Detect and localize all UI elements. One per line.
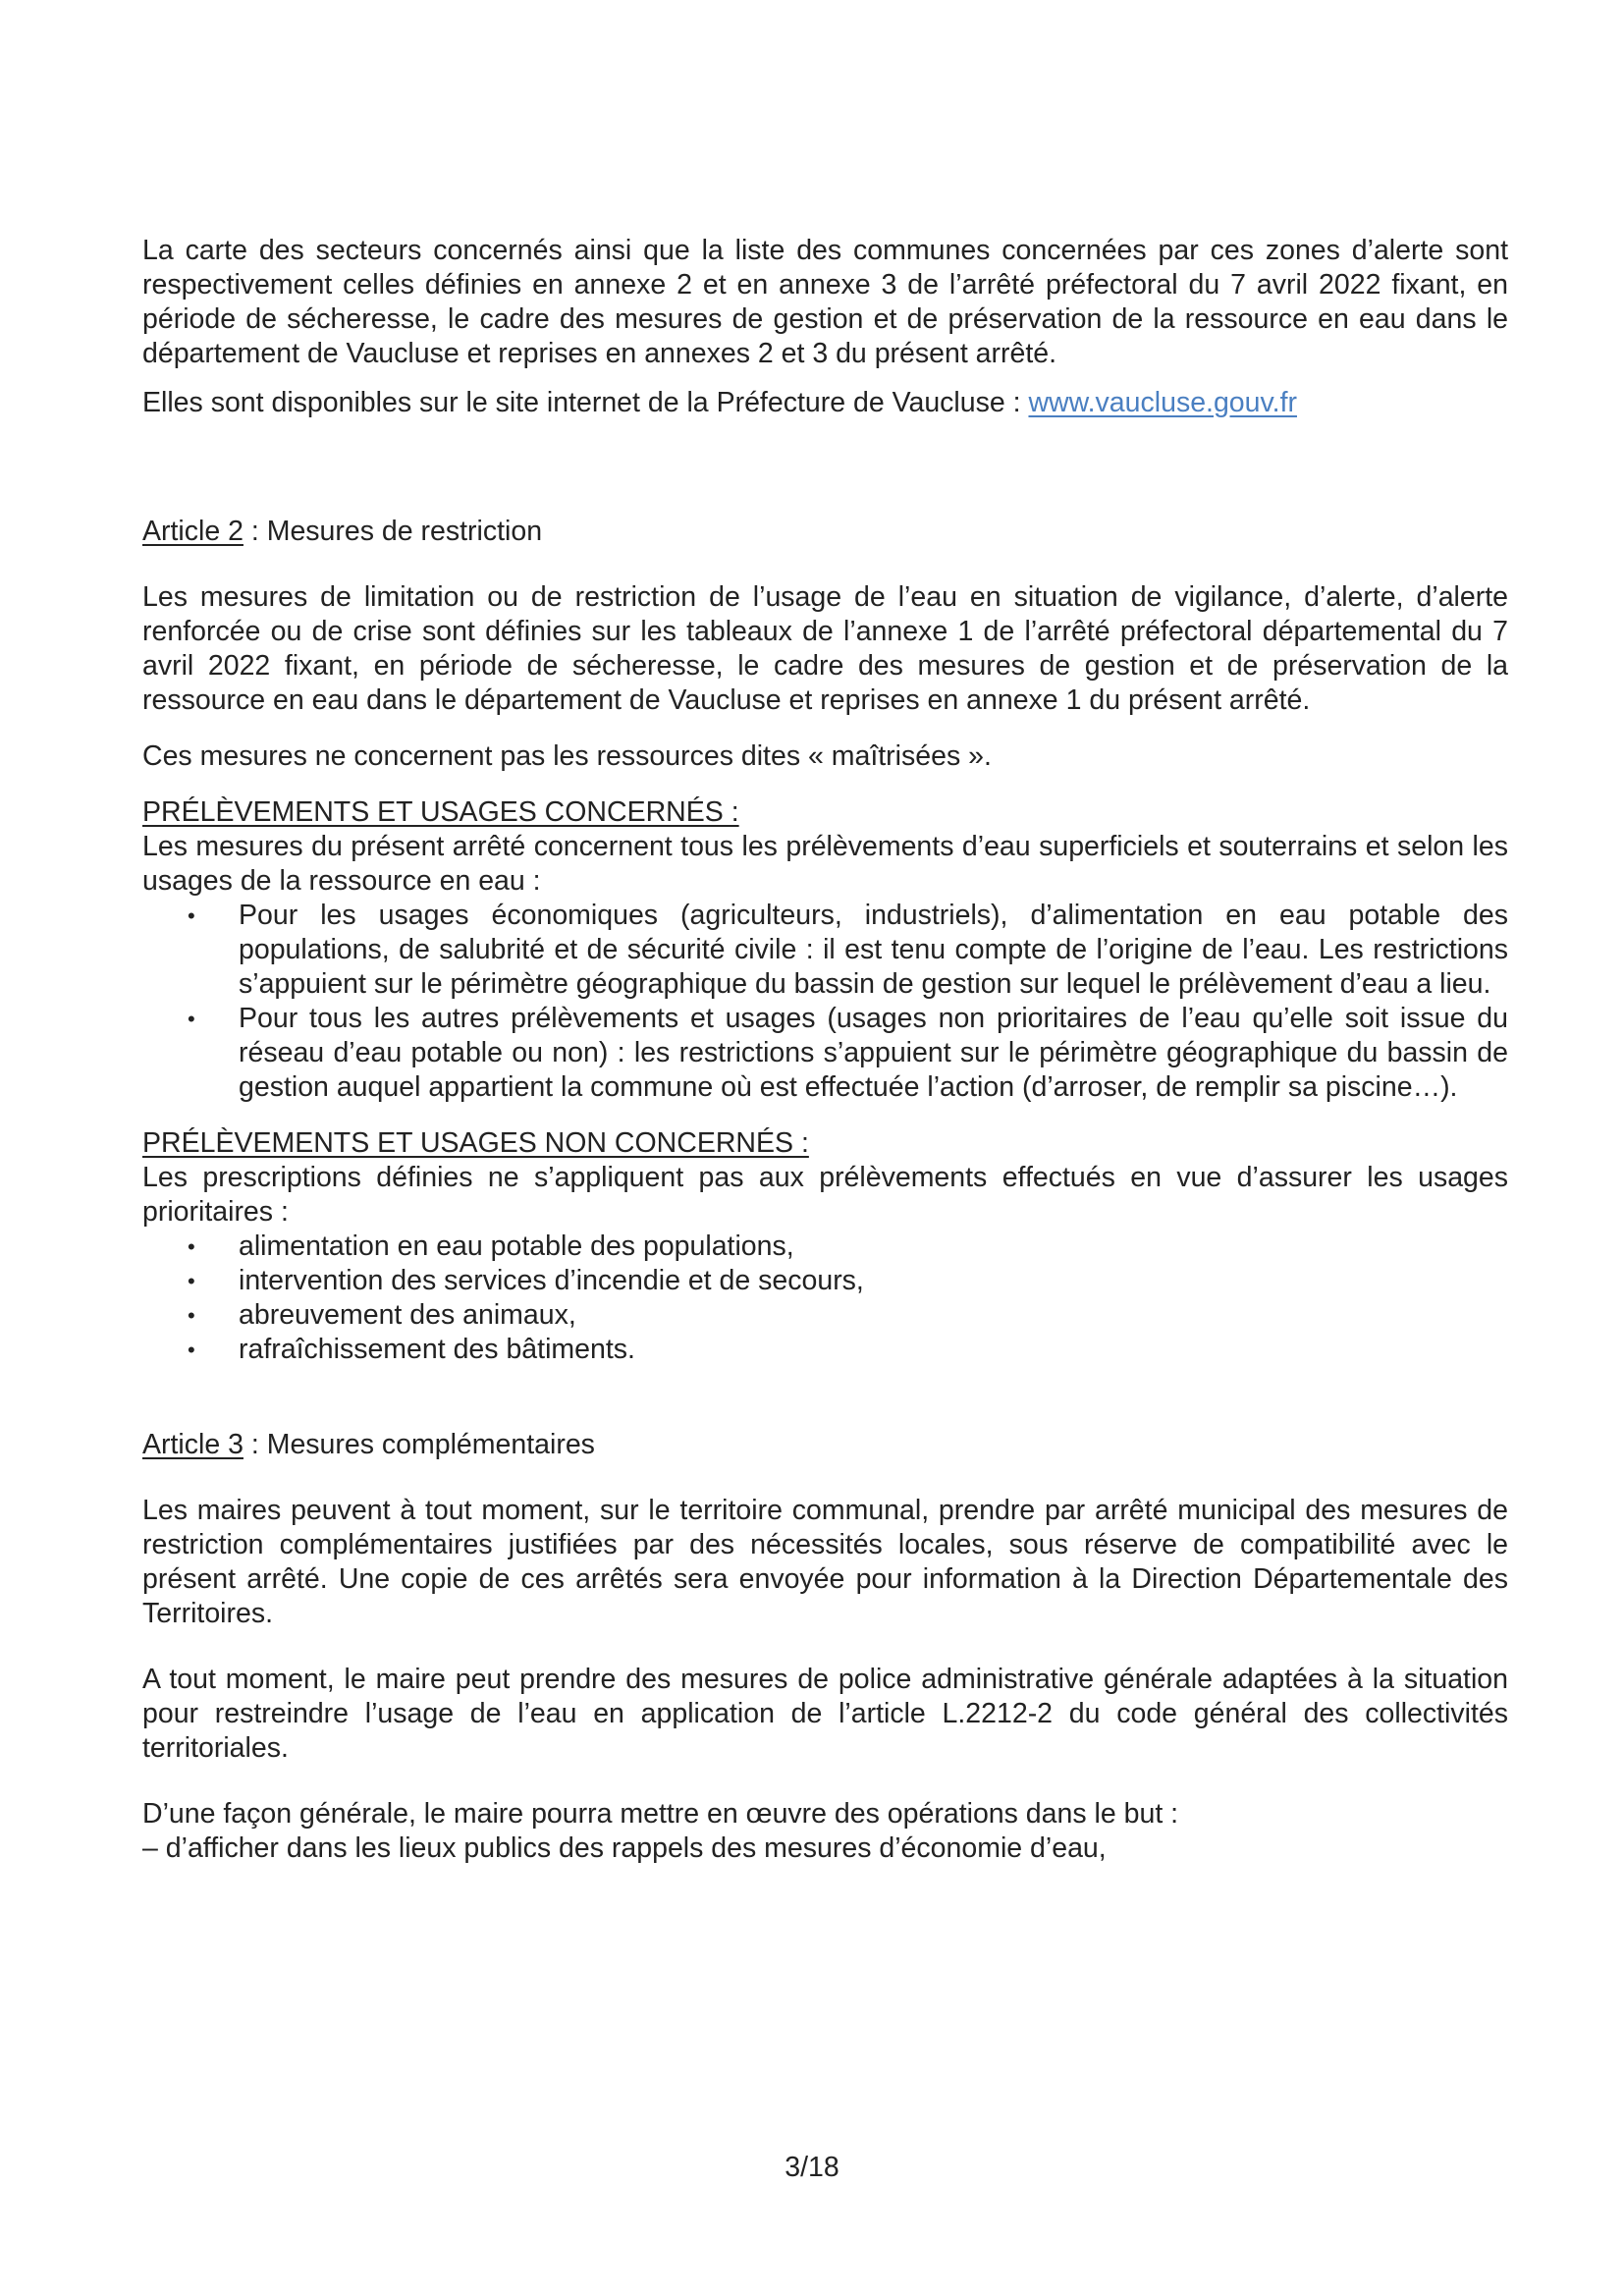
not-concerned-intro: Les prescriptions définies ne s’appliquent pas aux prélèvements effectués en vue d’assurer les usages prioritaires : (142, 1162, 1508, 1228)
intro-paragraph: La carte des secteurs concernés ainsi que la liste des communes concernées par ces zones d’alerte sont respectivement celles définies en annexe 2 et en annexe 3 de l’arrêté préfectoral du 7 avril 2022 fixant, en période de sécheresse, le cadre des mesures de gestion et de préservation de la ressource en eau dans le département de Vaucluse et reprises en annexes 2 et 3 du présent arrêté. (142, 235, 1508, 369)
bullet-icon: • (188, 903, 195, 928)
prefecture-website-link[interactable]: www.vaucluse.gouv.fr (1028, 387, 1297, 418)
concerned-heading (142, 795, 1508, 830)
bullet-icon: • (188, 1338, 195, 1362)
article-3-paragraph-1: Les maires peuvent à tout moment, sur le territoire communal, prendre par arrêté municipal des mesures de restriction complémentaires justifiées par des nécessités locales, sous réserve de compatibilité avec le présent arrêté. Une copie de ces arrêtés sera envoyée pour information à la Direction Départementale des Territoires. (142, 1495, 1508, 1629)
page-number: 3/18 (785, 2152, 839, 2183)
list-item: • Pour tous les autres prélèvements et usages (usages non prioritaires de l’eau qu’elle soit issue du réseau d’eau potable ou non) : les restrictions s’appuient sur le périmètre géographique du bassin de gestion auquel appartient la commune où est effectuée l’action (d’arroser, de remplir sa piscine…). (188, 1003, 1508, 1103)
article-2-heading (142, 515, 1508, 549)
bullet-icon: • (188, 1303, 195, 1328)
list-item: • intervention des services d’incendie et de secours, (188, 1265, 864, 1296)
concerned-heading-text: PRÉLÈVEMENTS ET USAGES CONCERNÉS : (142, 796, 739, 828)
list-item: • alimentation en eau potable des populations, (188, 1230, 794, 1262)
website-paragraph (142, 386, 1508, 420)
list-item: • abreuvement des animaux, (188, 1299, 576, 1331)
article-3-paragraph-2: A tout moment, le maire peut prendre des mesures de police administrative générale adaptées à la situation pour restreindre l’usage de l’eau en application de l’article L.2212-2 du code général des collectivités territoriales. (142, 1664, 1508, 1764)
concerned-intro: Les mesures du présent arrêté concernent tous les prélèvements d’eau superficiels et souterrains et selon les usages de la ressource en eau : (142, 831, 1508, 897)
not-concerned-heading (142, 1126, 1508, 1161)
concerned-list (142, 899, 1508, 1105)
article-3-title: : Mesures complémentaires (243, 1429, 595, 1460)
bullet-icon: • (188, 1269, 195, 1293)
article-3-label: Article 3 (142, 1429, 244, 1460)
not-concerned-heading-text: PRÉLÈVEMENTS ET USAGES NON CONCERNÉS : (142, 1127, 809, 1159)
article-3-heading (142, 1428, 1508, 1462)
website-text: Elles sont disponibles sur le site internet de la Préfecture de Vaucluse : (142, 387, 1029, 418)
bullet-icon: • (188, 1007, 195, 1031)
list-item: • Pour les usages économiques (agriculteurs, industriels), d’alimentation en eau potable des populations, de salubrité et de sécurité civile : il est tenu compte de l’origine de l’eau. Les restrictions s’appuient sur le périmètre géographique du bassin de gestion sur lequel le prélèvement d’eau a lieu. (188, 900, 1508, 1000)
list-item: • rafraîchissement des bâtiments. (188, 1334, 635, 1365)
article-2-paragraph: Les mesures de limitation ou de restriction de l’usage de l’eau en situation de vigilance, d’alerte, d’alerte renforcée ou de crise sont définies sur les tableaux de l’annexe 1 de l’arrêté préfectoral départemental du 7 avril 2022 fixant, en période de sécheresse, le cadre des mesures de gestion et de préservation de la ressource en eau dans le département de Vaucluse et reprises en annexe 1 du présent arrêté. (142, 581, 1508, 716)
article-2-note: Ces mesures ne concernent pas les ressources dites « maîtrisées ». (142, 740, 992, 772)
not-concerned-list (142, 1230, 1508, 1367)
bullet-icon: • (188, 1234, 195, 1259)
article-3-paragraph-3-line-1: D’une façon générale, le maire pourra mettre en œuvre des opérations dans le but : (142, 1798, 1179, 1830)
article-2-title: : Mesures de restriction (243, 516, 543, 547)
article-3-paragraph-3-line-2: – d’afficher dans les lieux publics des rappels des mesures d’économie d’eau, (142, 1832, 1107, 1864)
article-2-label: Article 2 (142, 516, 244, 547)
